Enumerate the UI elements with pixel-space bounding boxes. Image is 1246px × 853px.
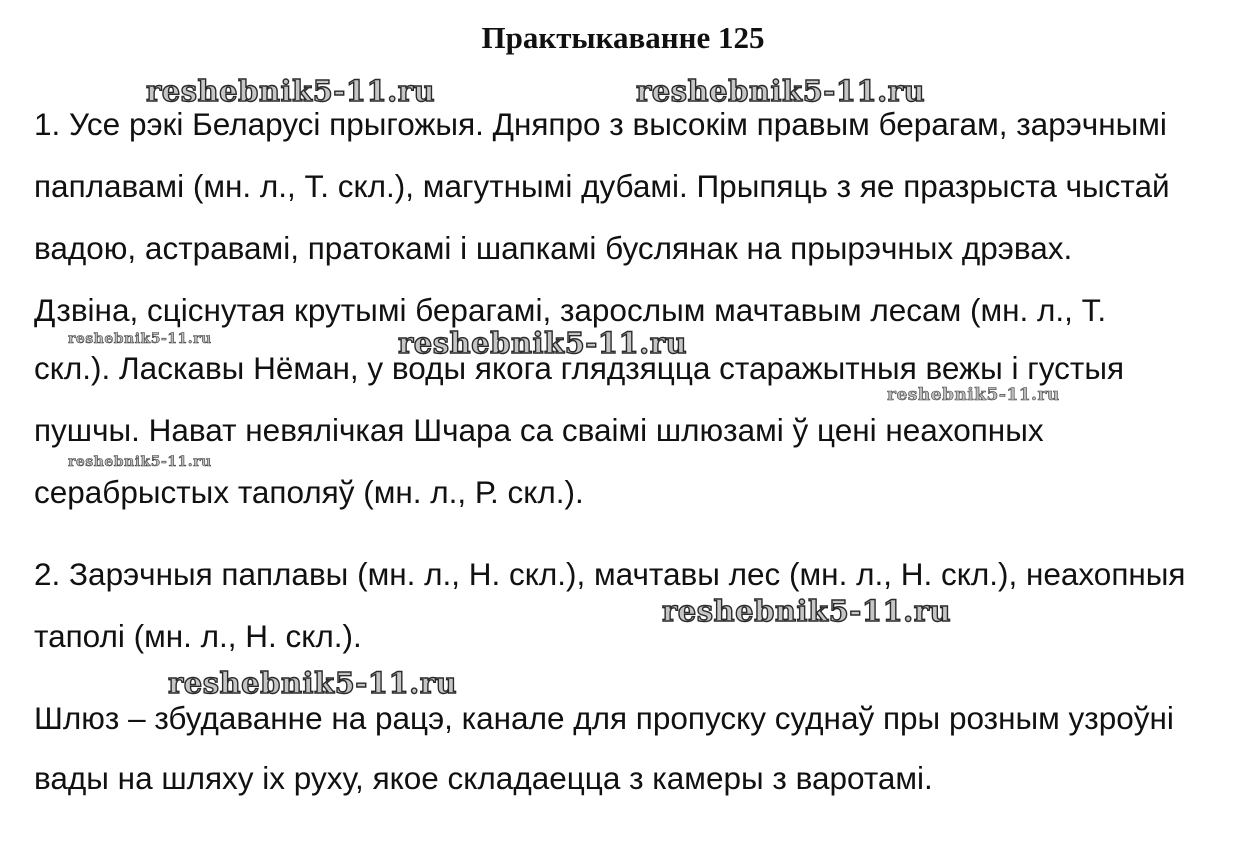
page-title: Практыкаванне 125	[481, 20, 765, 55]
text-line: пушчы. Нават невялічкая Шчара са сваімі шлюзамі ў цені неахопных	[34, 412, 1044, 448]
text-line: скл.). Ласкавы Нёман, у воды якога глядзяцца старажытныя вежы і густыя	[34, 350, 1125, 386]
watermark-logo: reshebnik5-11.ru	[68, 331, 212, 347]
text-line: таполі (мн. л., Н. скл.).	[34, 618, 362, 654]
text-line: серабрыстых таполяў (мн. л., Р. скл.).	[34, 474, 584, 510]
text-line: вады на шляху іх руху, якое складаецца з камеры з варотамі.	[34, 760, 933, 796]
watermark-logo: reshebnik5-11.ru	[146, 74, 436, 108]
text-line: вадою, астравамі, пратокамі і шапкамі буслянак на прырэчных дрэвах.	[34, 230, 1073, 266]
text-line: паплавамі (мн. л., Т. скл.), магутнымі дубамі. Прыпяць з яе празрыста чыстай	[34, 168, 1170, 204]
text-line: 1. Усе рэкі Беларусі прыгожыя. Дняпро з высокім правым берагам, зарэчнымі	[34, 106, 1167, 142]
text-line: 2. Зарэчныя паплавы (мн. л., Н. скл.), мачтавы лес (мн. л., Н. скл.), неахопныя	[34, 556, 1186, 592]
watermark-logo: reshebnik5-11.ru	[398, 326, 688, 360]
text-line: Дзвіна, сціснутая крутымі берагамі, зарослым мачтавым лесам (мн. л., Т.	[34, 292, 1107, 328]
watermark-logo: reshebnik5-11.ru	[662, 594, 952, 628]
watermark-logo: reshebnik5-11.ru	[636, 74, 926, 108]
watermark-logo: reshebnik5-11.ru	[168, 666, 458, 700]
watermark-logo: reshebnik5-11.ru	[68, 454, 212, 470]
watermark-logo: reshebnik5-11.ru	[887, 385, 1060, 405]
text-line: Шлюз – збудаванне на рацэ, канале для пропуску суднаў пры розным узроўні	[34, 700, 1174, 736]
